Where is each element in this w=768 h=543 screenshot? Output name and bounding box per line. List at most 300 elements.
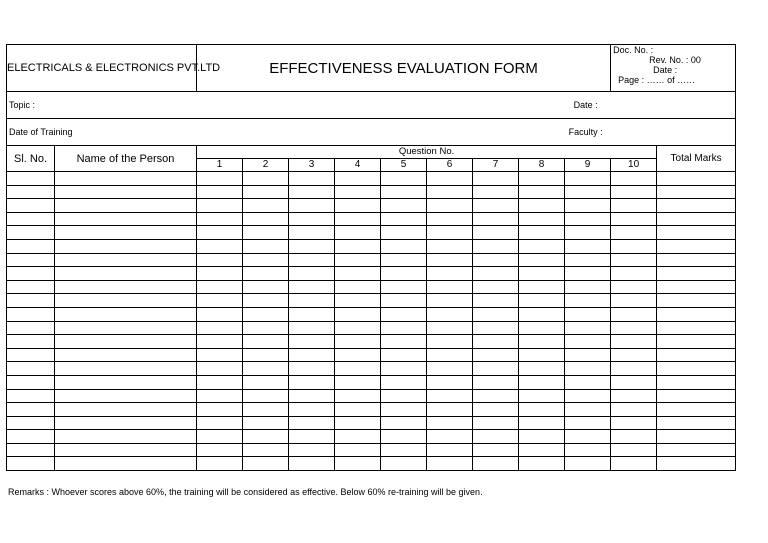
entry-cell[interactable] [657, 430, 736, 444]
entry-cell[interactable] [473, 226, 519, 240]
entry-cell[interactable] [565, 253, 611, 267]
entry-cell[interactable] [197, 267, 243, 281]
entry-cell[interactable] [565, 430, 611, 444]
entry-cell[interactable] [427, 294, 473, 308]
entry-cell[interactable] [519, 335, 565, 349]
doc-no-label: Doc. No. : [613, 45, 654, 55]
entry-cell[interactable] [565, 307, 611, 321]
entry-cell[interactable] [657, 416, 736, 430]
entry-cell[interactable] [7, 280, 55, 294]
entry-cell[interactable] [519, 430, 565, 444]
entry-cell[interactable] [335, 430, 381, 444]
entry-cell[interactable] [197, 348, 243, 362]
entry-cell[interactable] [7, 267, 55, 281]
entry-cell[interactable] [55, 172, 197, 186]
entry-cell[interactable] [335, 239, 381, 253]
table-row [7, 212, 736, 226]
entry-cell[interactable] [7, 430, 55, 444]
entry-cell[interactable] [289, 199, 335, 213]
entry-cell[interactable] [427, 199, 473, 213]
entry-cell[interactable] [289, 185, 335, 199]
entry-cell[interactable] [565, 443, 611, 457]
entry-cell[interactable] [427, 416, 473, 430]
entry-cell[interactable] [197, 457, 243, 471]
entry-cell[interactable] [611, 185, 657, 199]
entry-cell[interactable] [55, 403, 197, 417]
entry-cell[interactable] [243, 348, 289, 362]
entry-cell[interactable] [565, 239, 611, 253]
entry-cell[interactable] [657, 348, 736, 362]
entry-cell[interactable] [243, 212, 289, 226]
entry-cell[interactable] [427, 267, 473, 281]
entry-cell[interactable] [289, 280, 335, 294]
entry-cell[interactable] [519, 403, 565, 417]
entry-cell[interactable] [473, 199, 519, 213]
entry-cell[interactable] [381, 212, 427, 226]
entry-cell[interactable] [473, 457, 519, 471]
entry-cell[interactable] [7, 321, 55, 335]
entry-cell[interactable] [197, 443, 243, 457]
table-row [7, 348, 736, 362]
entry-cell[interactable] [427, 307, 473, 321]
entry-cell[interactable] [427, 253, 473, 267]
entry-cell[interactable] [55, 389, 197, 403]
entry-cell[interactable] [335, 226, 381, 240]
entry-cell[interactable] [381, 226, 427, 240]
entry-cell[interactable] [657, 239, 736, 253]
entry-cell[interactable] [243, 185, 289, 199]
question-number-8: 8 [519, 159, 565, 172]
entry-cell[interactable] [55, 335, 197, 349]
entry-cell[interactable] [657, 443, 736, 457]
entry-cell[interactable] [519, 294, 565, 308]
entry-cell[interactable] [657, 294, 736, 308]
entry-cell[interactable] [335, 443, 381, 457]
entry-cell[interactable] [289, 362, 335, 376]
entry-cell[interactable] [473, 335, 519, 349]
sl-no-header: Sl. No. [7, 146, 55, 172]
entry-cell[interactable] [381, 321, 427, 335]
entry-cell[interactable] [473, 416, 519, 430]
entry-cell[interactable] [7, 362, 55, 376]
entry-cell[interactable] [7, 226, 55, 240]
entry-cell[interactable] [7, 199, 55, 213]
entry-cell[interactable] [611, 403, 657, 417]
entry-cell[interactable] [427, 185, 473, 199]
entry-cell[interactable] [427, 172, 473, 186]
entry-cell[interactable] [427, 226, 473, 240]
entry-cell[interactable] [657, 185, 736, 199]
entry-cell[interactable] [657, 172, 736, 186]
entry-cell[interactable] [611, 389, 657, 403]
entry-cell[interactable] [473, 253, 519, 267]
entry-cell[interactable] [381, 375, 427, 389]
entry-cell[interactable] [611, 280, 657, 294]
entry-cell[interactable] [473, 280, 519, 294]
entry-cell[interactable] [289, 267, 335, 281]
entry-cell[interactable] [565, 457, 611, 471]
entry-cell[interactable] [427, 239, 473, 253]
entry-cell[interactable] [55, 321, 197, 335]
entry-cell[interactable] [55, 199, 197, 213]
entry-cell[interactable] [565, 226, 611, 240]
entry-cell[interactable] [197, 185, 243, 199]
entry-cell[interactable] [243, 403, 289, 417]
entry-cell[interactable] [243, 239, 289, 253]
entry-cell[interactable] [243, 443, 289, 457]
entry-cell[interactable] [197, 321, 243, 335]
entry-cell[interactable] [427, 457, 473, 471]
entry-cell[interactable] [565, 280, 611, 294]
entry-cell[interactable] [335, 294, 381, 308]
entry-cell[interactable] [381, 348, 427, 362]
entry-cell[interactable] [55, 267, 197, 281]
entry-cell[interactable] [243, 335, 289, 349]
entry-cell[interactable] [289, 335, 335, 349]
entry-cell[interactable] [519, 280, 565, 294]
entry-cell[interactable] [289, 416, 335, 430]
entry-cell[interactable] [657, 389, 736, 403]
table-row [7, 430, 736, 444]
entry-cell[interactable] [611, 294, 657, 308]
entry-cell[interactable] [381, 199, 427, 213]
entry-cell[interactable] [657, 375, 736, 389]
entry-cell[interactable] [335, 403, 381, 417]
entry-cell[interactable] [289, 294, 335, 308]
entry-cell[interactable] [381, 403, 427, 417]
entry-cell[interactable] [473, 430, 519, 444]
entry-cell[interactable] [381, 239, 427, 253]
entry-cell[interactable] [55, 212, 197, 226]
entry-cell[interactable] [197, 403, 243, 417]
entry-cell[interactable] [611, 239, 657, 253]
entry-cell[interactable] [243, 294, 289, 308]
entry-cell[interactable] [473, 185, 519, 199]
entry-cell[interactable] [611, 199, 657, 213]
entry-cell[interactable] [611, 307, 657, 321]
entry-cell[interactable] [243, 199, 289, 213]
table-row [7, 267, 736, 281]
entry-cell[interactable] [55, 430, 197, 444]
entry-cell[interactable] [55, 226, 197, 240]
entry-cell[interactable] [473, 348, 519, 362]
entry-cell[interactable] [611, 457, 657, 471]
entry-cell[interactable] [519, 321, 565, 335]
entry-cell[interactable] [197, 253, 243, 267]
entry-cell[interactable] [243, 375, 289, 389]
entry-cell[interactable] [657, 267, 736, 281]
entry-cell[interactable] [473, 321, 519, 335]
entry-cell[interactable] [243, 389, 289, 403]
entry-cell[interactable] [243, 280, 289, 294]
table-row [7, 185, 736, 199]
entry-cell[interactable] [289, 226, 335, 240]
entry-cell[interactable] [197, 416, 243, 430]
entry-cell[interactable] [7, 335, 55, 349]
entry-cell[interactable] [657, 457, 736, 471]
entry-cell[interactable] [657, 321, 736, 335]
entry-cell[interactable] [289, 172, 335, 186]
entry-cell[interactable] [427, 321, 473, 335]
entry-cell[interactable] [197, 375, 243, 389]
entry-cell[interactable] [7, 185, 55, 199]
table-row [7, 321, 736, 335]
entry-cell[interactable] [519, 267, 565, 281]
entry-cell[interactable] [197, 280, 243, 294]
entry-cell[interactable] [335, 307, 381, 321]
entry-cell[interactable] [611, 416, 657, 430]
entry-cell[interactable] [565, 375, 611, 389]
entry-cell[interactable] [611, 430, 657, 444]
entry-cell[interactable] [55, 348, 197, 362]
entry-cell[interactable] [565, 321, 611, 335]
entry-cell[interactable] [519, 199, 565, 213]
entry-cell[interactable] [381, 280, 427, 294]
entry-cell[interactable] [7, 239, 55, 253]
entry-cell[interactable] [381, 416, 427, 430]
entry-cell[interactable] [427, 280, 473, 294]
entry-cell[interactable] [7, 416, 55, 430]
entry-cell[interactable] [519, 226, 565, 240]
entry-cell[interactable] [197, 212, 243, 226]
entry-cell[interactable] [519, 172, 565, 186]
entry-cell[interactable] [519, 307, 565, 321]
entry-cell[interactable] [335, 199, 381, 213]
entry-cell[interactable] [427, 362, 473, 376]
entry-cell[interactable] [197, 239, 243, 253]
entry-cell[interactable] [335, 185, 381, 199]
entry-cell[interactable] [243, 457, 289, 471]
entry-cell[interactable] [473, 375, 519, 389]
entry-cell[interactable] [289, 389, 335, 403]
entry-cell[interactable] [565, 348, 611, 362]
entry-cell[interactable] [289, 443, 335, 457]
entry-cell[interactable] [473, 239, 519, 253]
entry-cell[interactable] [197, 335, 243, 349]
entry-cell[interactable] [335, 253, 381, 267]
entry-cell[interactable] [519, 239, 565, 253]
entry-cell[interactable] [335, 416, 381, 430]
entry-cell[interactable] [335, 348, 381, 362]
entry-cell[interactable] [519, 416, 565, 430]
entry-cell[interactable] [7, 253, 55, 267]
entry-cell[interactable] [243, 416, 289, 430]
entry-cell[interactable] [519, 253, 565, 267]
entry-cell[interactable] [519, 375, 565, 389]
entry-cell[interactable] [565, 416, 611, 430]
entry-cell[interactable] [335, 280, 381, 294]
entry-cell[interactable] [55, 375, 197, 389]
entry-cell[interactable] [289, 253, 335, 267]
entry-cell[interactable] [335, 267, 381, 281]
topic-date-label: Date : [611, 92, 736, 119]
topic-label: Topic : [7, 92, 611, 119]
entry-cell[interactable] [611, 226, 657, 240]
entry-cell[interactable] [565, 212, 611, 226]
entry-cell[interactable] [55, 443, 197, 457]
entry-cell[interactable] [55, 307, 197, 321]
entry-cell[interactable] [55, 253, 197, 267]
entry-cell[interactable] [7, 457, 55, 471]
entry-cell[interactable] [565, 199, 611, 213]
entry-cell[interactable] [289, 212, 335, 226]
entry-cell[interactable] [473, 172, 519, 186]
entry-cell[interactable] [197, 172, 243, 186]
entry-cell[interactable] [473, 403, 519, 417]
entry-cell[interactable] [55, 362, 197, 376]
entry-cell[interactable] [657, 362, 736, 376]
entry-cell[interactable] [611, 253, 657, 267]
entry-cell[interactable] [243, 267, 289, 281]
entry-cell[interactable] [611, 172, 657, 186]
entry-cell[interactable] [473, 294, 519, 308]
entry-cell[interactable] [289, 403, 335, 417]
entry-cell[interactable] [427, 375, 473, 389]
entry-cell[interactable] [7, 375, 55, 389]
entry-cell[interactable] [519, 185, 565, 199]
entry-cell[interactable] [565, 294, 611, 308]
entry-cell[interactable] [289, 239, 335, 253]
entry-cell[interactable] [657, 199, 736, 213]
entry-cell[interactable] [657, 307, 736, 321]
entry-cell[interactable] [197, 307, 243, 321]
entry-cell[interactable] [657, 403, 736, 417]
entry-cell[interactable] [335, 321, 381, 335]
entry-cell[interactable] [289, 457, 335, 471]
entry-cell[interactable] [381, 307, 427, 321]
entry-cell[interactable] [427, 212, 473, 226]
entry-cell[interactable] [381, 267, 427, 281]
entry-cell[interactable] [197, 389, 243, 403]
entry-cell[interactable] [55, 294, 197, 308]
entry-cell[interactable] [381, 185, 427, 199]
entry-cell[interactable] [335, 457, 381, 471]
entry-cell[interactable] [7, 172, 55, 186]
entry-cell[interactable] [565, 185, 611, 199]
entry-cell[interactable] [381, 294, 427, 308]
name-header: Name of the Person [55, 146, 197, 172]
entry-cell[interactable] [427, 443, 473, 457]
table-row [7, 416, 736, 430]
entry-cell[interactable] [427, 335, 473, 349]
entry-cell[interactable] [289, 375, 335, 389]
entry-cell[interactable] [519, 348, 565, 362]
entry-cell[interactable] [381, 389, 427, 403]
entry-cell[interactable] [657, 335, 736, 349]
entry-cell[interactable] [565, 172, 611, 186]
entry-cell[interactable] [611, 267, 657, 281]
entry-cell[interactable] [197, 226, 243, 240]
entry-cell[interactable] [427, 348, 473, 362]
entry-cell[interactable] [55, 239, 197, 253]
entry-cell[interactable] [7, 348, 55, 362]
entry-cell[interactable] [7, 403, 55, 417]
entry-cell[interactable] [335, 375, 381, 389]
entry-cell[interactable] [197, 199, 243, 213]
entry-cell[interactable] [243, 307, 289, 321]
entry-cell[interactable] [565, 403, 611, 417]
entry-cell[interactable] [7, 307, 55, 321]
entry-cell[interactable] [243, 253, 289, 267]
entry-cell[interactable] [473, 362, 519, 376]
entry-cell[interactable] [427, 389, 473, 403]
entry-cell[interactable] [55, 457, 197, 471]
entry-cell[interactable] [197, 430, 243, 444]
entry-cell[interactable] [243, 226, 289, 240]
entry-cell[interactable] [335, 389, 381, 403]
entry-cell[interactable] [243, 362, 289, 376]
entry-cell[interactable] [243, 172, 289, 186]
table-row [7, 403, 736, 417]
entry-cell[interactable] [611, 362, 657, 376]
entry-cell[interactable] [197, 362, 243, 376]
entry-cell[interactable] [381, 430, 427, 444]
entry-cell[interactable] [565, 335, 611, 349]
entry-cell[interactable] [55, 416, 197, 430]
entry-cell[interactable] [381, 457, 427, 471]
entry-cell[interactable] [289, 348, 335, 362]
entry-cell[interactable] [381, 362, 427, 376]
entry-cell[interactable] [657, 280, 736, 294]
entry-cell[interactable] [657, 226, 736, 240]
entry-cell[interactable] [427, 430, 473, 444]
entry-cell[interactable] [657, 212, 736, 226]
entry-cell[interactable] [657, 253, 736, 267]
entry-cell[interactable] [473, 307, 519, 321]
entry-cell[interactable] [381, 253, 427, 267]
entry-cell[interactable] [289, 307, 335, 321]
entry-cell[interactable] [565, 389, 611, 403]
entry-cell[interactable] [381, 443, 427, 457]
entry-cell[interactable] [289, 430, 335, 444]
entry-cell[interactable] [7, 443, 55, 457]
entry-cell[interactable] [243, 430, 289, 444]
entry-cell[interactable] [197, 294, 243, 308]
entry-cell[interactable] [473, 389, 519, 403]
entry-cell[interactable] [565, 267, 611, 281]
entry-cell[interactable] [335, 212, 381, 226]
entry-cell[interactable] [7, 212, 55, 226]
entry-cell[interactable] [519, 212, 565, 226]
entry-cell[interactable] [473, 267, 519, 281]
entry-cell[interactable] [519, 443, 565, 457]
entry-cell[interactable] [289, 321, 335, 335]
entry-cell[interactable] [611, 443, 657, 457]
entry-cell[interactable] [7, 294, 55, 308]
entry-cell[interactable] [473, 443, 519, 457]
entry-cell[interactable] [473, 212, 519, 226]
entry-cell[interactable] [55, 280, 197, 294]
entry-cell[interactable] [611, 375, 657, 389]
entry-cell[interactable] [381, 335, 427, 349]
entry-cell[interactable] [381, 172, 427, 186]
entry-cell[interactable] [7, 389, 55, 403]
entry-cell[interactable] [519, 389, 565, 403]
entry-cell[interactable] [55, 185, 197, 199]
entry-cell[interactable] [519, 457, 565, 471]
entry-cell[interactable] [427, 403, 473, 417]
entry-cell[interactable] [243, 321, 289, 335]
entry-cell[interactable] [611, 335, 657, 349]
entry-cell[interactable] [565, 362, 611, 376]
entry-cell[interactable] [519, 362, 565, 376]
entry-cell[interactable] [335, 362, 381, 376]
entry-cell[interactable] [611, 321, 657, 335]
entry-cell[interactable] [335, 335, 381, 349]
entry-cell[interactable] [611, 348, 657, 362]
entry-cell[interactable] [335, 172, 381, 186]
entry-cell[interactable] [611, 212, 657, 226]
